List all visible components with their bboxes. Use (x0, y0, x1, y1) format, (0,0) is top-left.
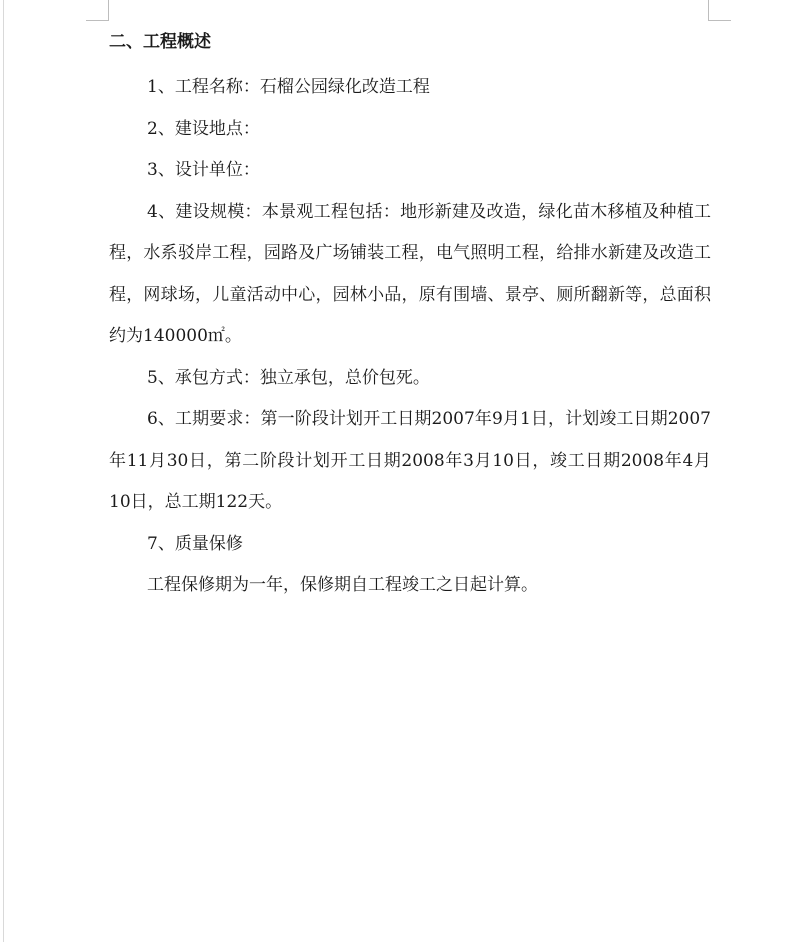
margin-corner-mark-right (708, 0, 731, 21)
project-name-paragraph: 1、工程名称：石榴公园绿化改造工程 (147, 77, 430, 97)
construction-scale-paragraph: 4、建设规模：本景观工程包括：地形新建及改造，绿化苗木移植及种植工程，水系驳岸工程，园路及广场铺装工程，电气照明工程，给排水新建及改造工程，网球场，儿童活动中心，园林小品，原有围墙、景亭、厕所翻新等，总面积约为140000㎡。 (109, 201, 711, 346)
page-edge (3, 0, 4, 942)
construction-location-paragraph: 2、建设地点： (147, 118, 260, 139)
quality-warranty-heading: 7、质量保修 (147, 533, 243, 554)
section-title: 二、工程概述 (109, 32, 211, 52)
contract-method-paragraph: 5、承包方式：独立承包，总价包死。 (147, 367, 430, 388)
design-unit-paragraph: 3、设计单位： (147, 160, 260, 180)
warranty-period-paragraph: 工程保修期为一年，保修期自工程竣工之日起计算。 (147, 575, 538, 595)
document-body (109, 26, 711, 607)
schedule-requirements-paragraph: 6、工期要求：第一阶段计划开工日期2007年9月1日，计划竣工日期2007年11月30日，第二阶段计划开工日期2008年3月10日，竣工日期2008年4月10日，总工期122天。 (109, 409, 711, 512)
margin-corner-mark-left (86, 0, 109, 21)
